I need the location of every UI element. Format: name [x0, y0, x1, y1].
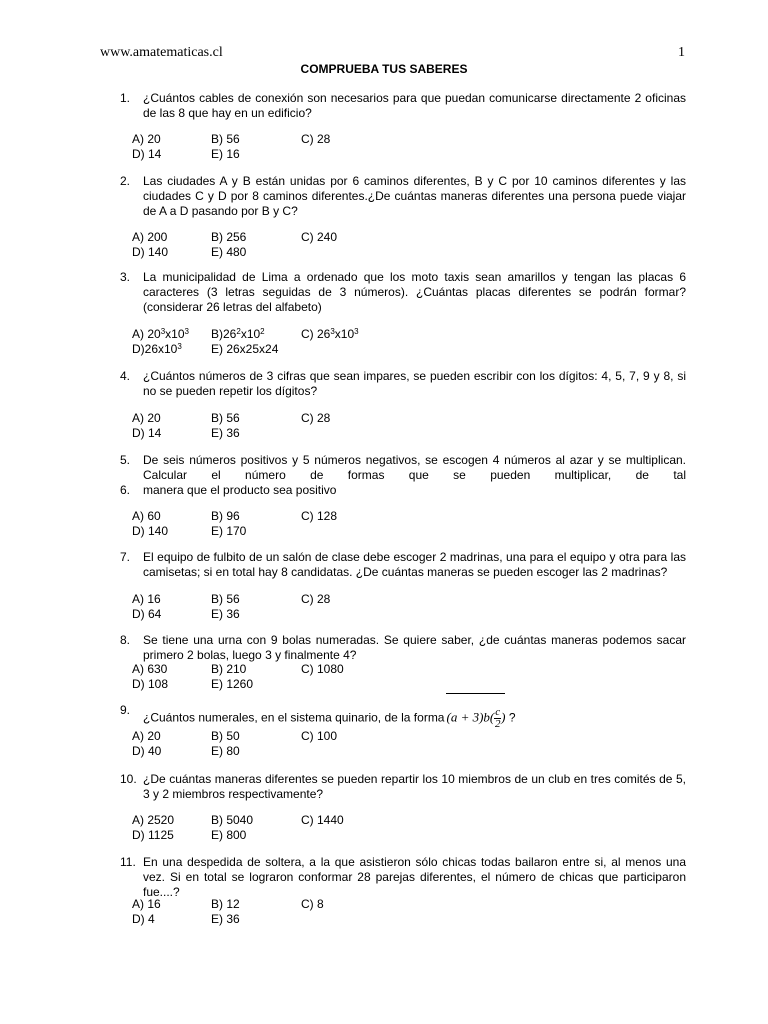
- question-number: 10.: [120, 772, 137, 786]
- options-5: [132, 509, 532, 539]
- option-c: C) 100: [301, 729, 338, 743]
- question-8: [120, 633, 686, 663]
- option-b: B) 56: [211, 592, 240, 606]
- question-end: ?: [505, 710, 516, 725]
- option-e: E) 36: [211, 912, 240, 926]
- option-d: D) 14: [132, 147, 162, 161]
- question-number: 2.: [120, 174, 131, 188]
- question-text: ¿Cuántos numerales, en el sistema quinario, de la forma: [143, 710, 445, 725]
- option-d: D) 4: [132, 912, 155, 926]
- option-b: B) 56: [211, 411, 240, 425]
- option-e: E) 1260: [211, 677, 254, 691]
- question-5: [120, 453, 686, 483]
- site-url: www.amatematicas.cl: [100, 45, 223, 60]
- question-text: La municipalidad de Lima a ordenado que los moto taxis sean amarillos y tengan las placas 6 caracteres (3 letras seguidas de 3 números). ¿Cuántas placas diferentes se podrán formar?(considerar 26 letras del alfabeto): [143, 270, 686, 314]
- option-b: B) 96: [211, 509, 240, 523]
- option-d: D) 108: [132, 677, 169, 691]
- question-11: [120, 855, 686, 900]
- options-9: [132, 729, 532, 759]
- option-d: $D)26x10^3$: [132, 342, 182, 356]
- option-a: A) 2520: [132, 813, 175, 827]
- question-1: [120, 91, 686, 121]
- option-b: B) 210: [211, 662, 247, 676]
- option-b: B) 50: [211, 729, 240, 743]
- options-4: [132, 411, 532, 441]
- option-e: E) 26x25x24: [211, 342, 279, 356]
- option-d: D) 40: [132, 744, 162, 758]
- option-c: C) 1440: [301, 813, 344, 827]
- question-text: De seis números positivos y 5 números negativos, se escogen 4 números al azar y se multiplican. Calcular el número de formas que se pueden multiplicar, de tal: [143, 453, 686, 482]
- page-title: COMPRUEBA TUS SABERES: [300, 62, 468, 76]
- option-c: C) 1080: [301, 662, 344, 676]
- numeral-formula: (a + 3)b( $\frac{c}{2}$ ): [446, 703, 505, 730]
- option-d: D) 140: [132, 245, 169, 259]
- question-3: [120, 270, 686, 315]
- question-text: En una despedida de soltera, a la que asistieron sólo chicas todas bailaron entre si, al menos una vez. Si en total se lograron conformar 28 parejas diferentes, el número de chicas que participaron fue....?: [143, 855, 686, 899]
- options-8: [132, 662, 532, 692]
- option-e: E) 36: [211, 607, 240, 621]
- option-c: C) $26^3x10^3$: [301, 327, 359, 341]
- option-b: B) 56: [211, 132, 240, 146]
- options-2: [132, 230, 532, 260]
- option-d: D) 1125: [132, 828, 174, 842]
- option-b: B) 5040: [211, 813, 254, 827]
- option-c: C) 240: [301, 230, 338, 244]
- option-e: E) 800: [211, 828, 247, 842]
- question-text: ¿De cuántas maneras diferentes se pueden repartir los 10 miembros de un club en tres comités de 5, 3 y 2 miembros respectivamente?: [143, 772, 686, 801]
- question-6: [120, 483, 686, 498]
- option-a: A) 16: [132, 897, 161, 911]
- option-c: C) 128: [301, 509, 338, 523]
- options-7: [132, 592, 532, 622]
- question-number: 3.: [120, 270, 131, 284]
- option-a: A) 20: [132, 411, 161, 425]
- question-10: [120, 772, 686, 802]
- question-text: ¿Cuántos números de 3 cifras que sean impares, se pueden escribir con los dígitos: 4, 5, 7, 9 y 8, si no se pueden repetir los dígitos?: [143, 369, 686, 398]
- question-9: [120, 703, 686, 730]
- option-a: A) $20^3x10^3$: [132, 327, 189, 341]
- question-2: [120, 174, 686, 219]
- option-a: A) 16: [132, 592, 161, 606]
- option-b: B) 256: [211, 230, 247, 244]
- options-3: [132, 327, 532, 357]
- option-e: E) 36: [211, 426, 240, 440]
- option-e: E) 16: [211, 147, 240, 161]
- question-number: 1.: [120, 91, 131, 105]
- option-b: $B)26^2x10^2$: [211, 327, 265, 341]
- question-number: 7.: [120, 550, 131, 564]
- options-1: [132, 132, 532, 162]
- question-text: Las ciudades A y B están unidas por 6 caminos diferentes, B y C por 10 caminos diferentes y las ciudades C y D por 8 caminos diferentes.¿De cuántas maneras diferentes una persona puede viajar de A a D pasando por B y C?: [143, 174, 686, 218]
- question-number: 5.: [120, 453, 131, 467]
- option-d: D) 64: [132, 607, 162, 621]
- question-number: 9.: [120, 703, 131, 717]
- option-a: A) 200: [132, 230, 168, 244]
- options-11: [132, 897, 532, 927]
- option-a: A) 630: [132, 662, 168, 676]
- question-text: manera que el producto sea positivo: [143, 483, 337, 497]
- options-10: [132, 813, 532, 843]
- question-number: 6.: [120, 483, 131, 497]
- option-d: D) 14: [132, 426, 162, 440]
- page-number: 1: [678, 45, 685, 60]
- option-e: E) 480: [211, 245, 247, 259]
- option-a: A) 20: [132, 132, 161, 146]
- question-4: [120, 369, 686, 399]
- question-7: [120, 550, 686, 580]
- question-number: 8.: [120, 633, 131, 647]
- question-number: 4.: [120, 369, 131, 383]
- option-c: C) 8: [301, 897, 324, 911]
- question-text: Se tiene una urna con 9 bolas numeradas. Se quiere saber, ¿de cuántas maneras podemos sacar primero 2 bolas, luego 3 y finalmente 4?: [143, 633, 686, 662]
- option-e: E) 170: [211, 524, 247, 538]
- option-c: C) 28: [301, 411, 331, 425]
- overline: [446, 693, 505, 694]
- option-e: E) 80: [211, 744, 240, 758]
- question-number: 11.: [120, 855, 136, 869]
- option-d: D) 140: [132, 524, 169, 538]
- option-a: A) 60: [132, 509, 161, 523]
- question-text: El equipo de fulbito de un salón de clase debe escoger 2 madrinas, una para el equipo y otra para las camisetas; si en total hay 8 candidatas. ¿De cuántas maneras se pueden escoger las 2 madrinas?: [143, 550, 686, 579]
- option-b: B) 12: [211, 897, 240, 911]
- option-a: A) 20: [132, 729, 161, 743]
- option-c: C) 28: [301, 592, 331, 606]
- option-c: C) 28: [301, 132, 331, 146]
- question-text: ¿Cuántos cables de conexión son necesarios para que puedan comunicarse directamente 2 oficinas de las 8 que hay en un edificio?: [143, 91, 686, 120]
- fraction: $\frac{c}{2}$: [494, 706, 501, 730]
